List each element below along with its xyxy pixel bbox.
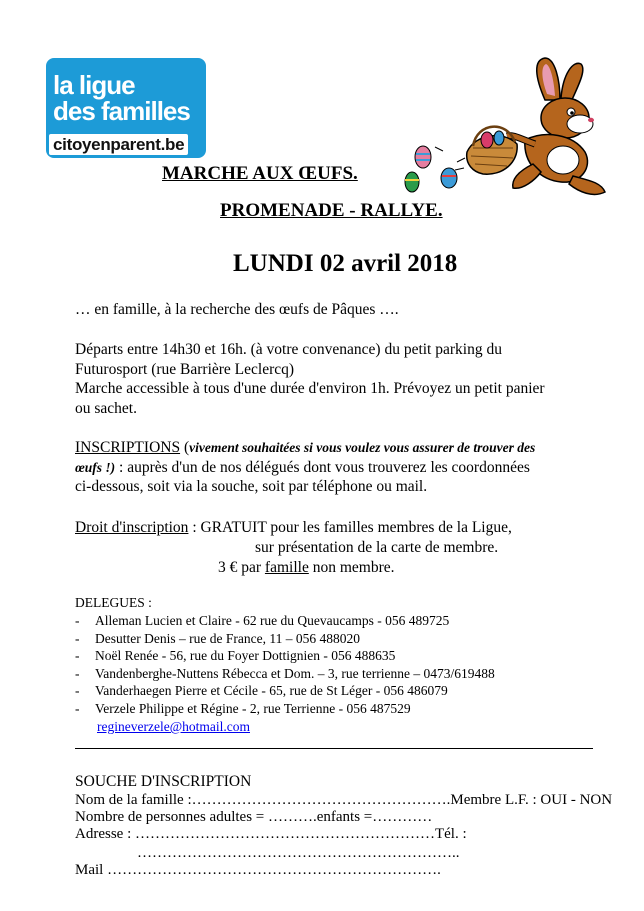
droit-line1: : GRATUIT pour les familles membres de la Ligue,: [188, 519, 512, 536]
delegue-item: - Verzele Philippe et Régine - 2, rue Terrienne - 056 487529: [75, 700, 411, 716]
logo-line1: la ligue: [53, 70, 135, 100]
delegue-item: - Vandenberghe-Nuttens Rébecca et Dom. – 3, rue terrienne – 0473/619488: [75, 665, 495, 681]
title-marche-oeufs: MARCHE AUX ŒUFS.: [162, 163, 358, 184]
logo-url: citoyenparent.be: [49, 134, 188, 155]
delegue-item: - Vanderhaegen Pierre et Cécile - 65, rue de St Léger - 056 486079: [75, 683, 448, 699]
souche-adresse-field[interactable]: Adresse : ……………………………………………………Tél. :: [75, 826, 467, 842]
souche-nombre-field[interactable]: Nombre de personnes adultes = ……….enfants =…………: [75, 809, 433, 825]
delegue-text: Vanderhaegen Pierre et Cécile - 65, rue de St Léger - 056 486079: [95, 683, 448, 699]
delegue-text: Desutter Denis – rue de France, 11 – 056 488020: [95, 630, 360, 646]
droit-line3: [218, 558, 395, 578]
departs-line1: Départs entre 14h30 et 16h. (à votre convenance) du petit parking du: [75, 341, 502, 358]
delegue-item: - Alleman Lucien et Claire - 62 rue du Quevaucamps - 056 489725: [75, 613, 450, 628]
departs-line3: Marche accessible à tous d'une durée d'environ 1h. Prévoyez un petit panier: [75, 380, 545, 397]
souche-mail-field[interactable]: Mail ………………………………………………………….: [75, 862, 441, 878]
inscriptions-paren: (: [180, 439, 190, 456]
departs-line2: Futurosport (rue Barrière Leclercq): [75, 360, 295, 378]
delegue-text: Noël Renée - 56, rue du Foyer Dottignien - 056 488635: [95, 648, 396, 664]
droit-line3a: 3 € par: [218, 559, 265, 576]
souche-nom-field[interactable]: Nom de la famille :…………………………………………….Membre L.F. : OUI - NON: [75, 792, 613, 808]
email-link[interactable]: regineverzele@hotmail.com: [97, 719, 250, 734]
departs-paragraph: [75, 340, 545, 418]
logo-line2: des familles: [53, 96, 190, 126]
intro-text: … en famille, à la recherche des œufs de Pâques ….: [75, 301, 399, 318]
inscriptions-italic1: vivement souhaitées si vous voulez vous assurer de trouver des: [189, 440, 536, 455]
delegue-text: Vandenberghe-Nuttens Rébecca et Dom. – 3, rue terrienne – 0473/619488: [95, 665, 495, 681]
title-promenade-rallye: PROMENADE - RALLYE.: [220, 200, 443, 221]
souche-adresse-line2[interactable]: ………………………………………………………..: [137, 845, 460, 861]
ligue-familles-logo: [46, 58, 206, 158]
divider-line: [75, 748, 593, 749]
droit-label: Droit d'inscription: [75, 519, 189, 536]
inscriptions-italic2: œufs !): [75, 459, 116, 475]
inscriptions-paragraph: [75, 438, 535, 497]
souche-title: SOUCHE D'INSCRIPTION: [75, 773, 252, 790]
delegue-item: - Noël Renée - 56, rue du Foyer Dottignien - 056 488635: [75, 648, 396, 664]
delegue-text: Alleman Lucien et Claire - 62 rue du Quevaucamps - 056 489725: [95, 613, 450, 628]
droit-famille: famille: [264, 559, 309, 576]
droit-line3c: non membre.: [308, 559, 395, 576]
easter-bunny-illustration: [395, 52, 610, 202]
inscriptions-label: INSCRIPTIONS: [75, 439, 181, 456]
droit-line2: sur présentation de la carte de membre.: [255, 539, 499, 556]
departs-line4: ou sachet.: [75, 399, 137, 417]
delegue-text: Verzele Philippe et Régine - 2, rue Terrienne - 056 487529: [95, 700, 411, 716]
droit-line1-block: [75, 518, 512, 538]
delegue-item: - Desutter Denis – rue de France, 11 – 056 488020: [75, 630, 360, 646]
delegues-header: DELEGUES :: [75, 595, 152, 610]
event-date: LUNDI 02 avril 2018: [233, 250, 458, 277]
inscriptions-rest2: : auprès d'un de nos délégués dont vous trouverez les coordonnées: [115, 458, 530, 476]
inscriptions-line3: ci-dessous, soit via la souche, soit par téléphone ou mail.: [75, 478, 428, 495]
delegues-list: [75, 612, 495, 718]
